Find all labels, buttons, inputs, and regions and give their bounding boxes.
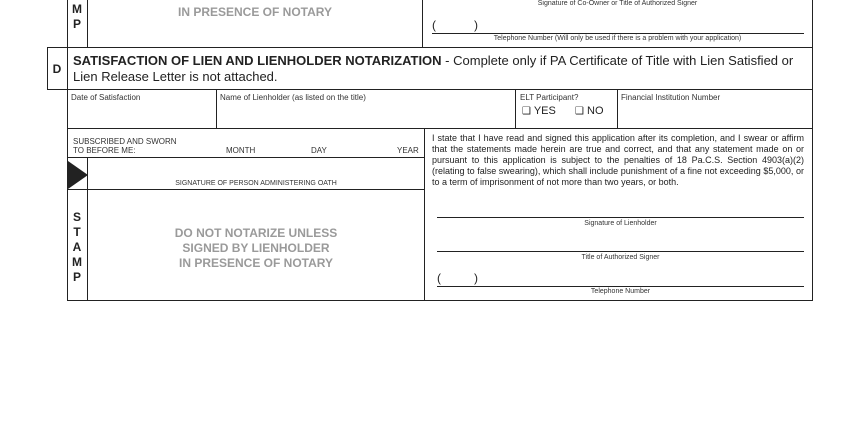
- elt-yes-checkbox-icon[interactable]: ❑: [522, 106, 531, 117]
- title-authorized-signer-label: Title of Authorized Signer: [581, 254, 660, 261]
- affirmation-statement: I state that I have read and signed this application after its completion, and I swear or affirm that the statements made herein are true and correct, and that any statement made on or pursuant to this application is subject to the penalties of 18 Pa.C.S. Section 4903(a)(2) (relating to false swearing), which shall include punishment of a fine not exceeding $5,000, or to a term of imprisonment of not more than two years, or both.: [432, 133, 804, 187]
- stamp-letter-a: A: [72, 240, 82, 254]
- financial-institution-number-field[interactable]: [618, 104, 811, 127]
- elt-participant-label: ELT Participant?: [520, 93, 579, 102]
- notarize-warning-line-1: DO NOT NOTARIZE UNLESS: [174, 226, 338, 240]
- authorized-signer-title-line[interactable]: [437, 251, 804, 252]
- phone-paren-close: ): [474, 271, 478, 285]
- notarize-warning-line-3: IN PRESENCE OF NOTARY: [178, 256, 333, 270]
- top-stamp-letter-p: P: [72, 17, 81, 31]
- phone-paren-open: (: [437, 271, 441, 285]
- elt-yes-option[interactable]: [522, 105, 556, 117]
- telephone-number-label: Telephone Number: [590, 288, 651, 295]
- stamp-letter-p: P: [72, 270, 81, 284]
- lienholder-signature-line[interactable]: [437, 217, 804, 218]
- telephone-line[interactable]: [437, 286, 804, 287]
- financial-institution-number-label: Financial Institution Number: [621, 93, 721, 102]
- section-d-title: [73, 53, 808, 85]
- elt-no-checkbox-icon[interactable]: ❑: [575, 106, 584, 117]
- top-telephone-label: Telephone Number (Will only be used if there is a problem with your application): [493, 35, 742, 42]
- signature-lienholder-label: Signature of Lienholder: [584, 220, 657, 227]
- signature-oath-label: SIGNATURE OF PERSON ADMINISTERING OATH: [175, 180, 337, 187]
- stamp-letters: [67, 210, 87, 285]
- notarize-warning: [88, 226, 424, 271]
- top-phone-paren-open: (: [432, 18, 436, 32]
- elt-no-option[interactable]: [575, 105, 604, 117]
- co-owner-signature-label: Signature of Co-Owner or Title of Authorized Signer: [537, 0, 698, 7]
- stamp-letter-t: T: [73, 225, 81, 239]
- stamp-letter-s: S: [72, 210, 81, 224]
- lienholder-name-label: Name of Lienholder (as listed on the title): [220, 93, 366, 102]
- top-phone-paren-close: ): [474, 18, 478, 32]
- section-d-title-bold: SATISFACTION OF LIEN AND LIENHOLDER NOTARIZATION: [73, 53, 442, 68]
- subscribed-line-1: SUBSCRIBED AND SWORN: [73, 137, 177, 146]
- date-of-satisfaction-label: Date of Satisfaction: [71, 93, 141, 102]
- month-label: MONTH: [226, 146, 256, 155]
- lienholder-name-field[interactable]: [217, 104, 514, 127]
- date-of-satisfaction-field[interactable]: [68, 104, 215, 127]
- year-label: YEAR: [397, 146, 419, 155]
- elt-yes-label: YES: [533, 105, 556, 117]
- elt-no-label: NO: [587, 105, 604, 117]
- subscribed-line-2: TO BEFORE ME:: [73, 146, 136, 155]
- stamp-letter-m: M: [72, 255, 82, 269]
- top-notary-text: IN PRESENCE OF NOTARY: [177, 5, 332, 19]
- section-d-title-rest: - Complete only if PA Certificate of Title with Lien Satisfied or Lien Release Letter is not attached.: [73, 53, 794, 84]
- day-label: DAY: [311, 146, 327, 155]
- arrow-pointer-icon: [68, 161, 88, 189]
- top-stamp-letter-m: M: [72, 2, 82, 16]
- section-d-letter: D: [52, 62, 62, 76]
- top-phone-line[interactable]: [432, 33, 804, 34]
- subscribed-sworn-label: [73, 137, 177, 155]
- oath-signature-field[interactable]: [89, 158, 423, 178]
- notarize-warning-line-2: SIGNED BY LIENHOLDER: [182, 241, 330, 255]
